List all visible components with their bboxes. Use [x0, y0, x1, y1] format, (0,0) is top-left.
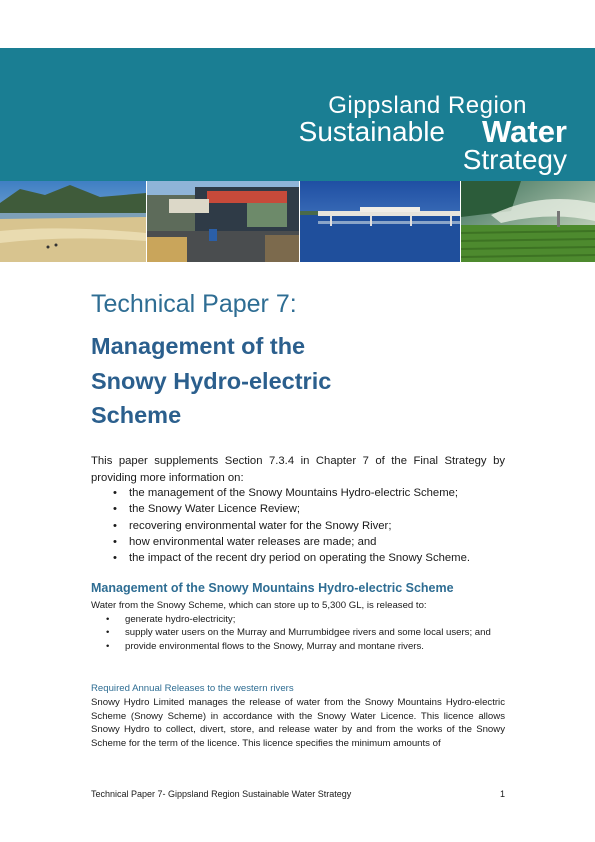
intro-bullet-list: [91, 485, 505, 566]
paper-subtitle: [91, 329, 391, 433]
logo-line-water: Water: [482, 114, 567, 149]
subtitle-line: Management of the: [91, 333, 306, 359]
photo-town-street: [147, 181, 299, 262]
intro-paragraph: This paper supplements Section 7.3.4 in Chapter 7 of the Final Strategy by providing more information on:: [91, 455, 505, 484]
list-item: • the Snowy Water Licence Review;: [91, 501, 505, 517]
list-item: • supply water users on the Murray and Murrumbidgee rivers and some local users; and: [91, 626, 505, 639]
footer-text: Technical Paper 7- Gippsland Region Sustainable Water Strategy: [91, 789, 352, 799]
list-item: • the impact of the recent dry period on operating the Snowy Scheme.: [91, 550, 505, 566]
subsection-heading: Required Annual Releases to the western rivers: [91, 683, 294, 694]
photo-beach: [0, 181, 146, 262]
photo-jetty: [300, 181, 460, 262]
paper-title: Technical Paper 7:: [91, 290, 297, 318]
subtitle-line: Snowy Hydro-electric: [91, 367, 332, 394]
logo-line-region: Gippsland Region: [328, 92, 527, 119]
list-item: • recovering environmental water for the Snowy River;: [91, 518, 505, 534]
list-item: • generate hydro-electricity;: [91, 613, 505, 626]
list-item: • provide environmental flows to the Snowy, Murray and montane rivers.: [91, 640, 505, 653]
photo-irrigation: [461, 181, 595, 262]
list-item: • the management of the Snowy Mountains Hydro-electric Scheme;: [91, 485, 505, 501]
logo-line-strategy: Strategy: [462, 144, 567, 175]
section-lead: Water from the Snowy Scheme, which can store up to 5,300 GL, is released to:: [91, 600, 427, 611]
logo-line-sustainable: Sustainable: [298, 116, 445, 147]
photo-strip: [0, 181, 595, 262]
list-item: • how environmental water releases are made; and: [91, 534, 505, 550]
body-paragraph: Snowy Hydro Limited manages the release of water from the Snowy Mountains Hydro-electric Scheme (Snowy Scheme) in accordance with the Snowy Water Licence. This licence allows Snowy Hydro to collect, divert, store, and release water by and from the works of the Snowy Scheme for the term of the licence. This licence specifies the minimum amounts of: [91, 697, 505, 749]
subtitle-line: Scheme: [91, 402, 182, 428]
section-heading: Management of the Snowy Mountains Hydro-electric Scheme: [91, 581, 454, 595]
page-number: 1: [499, 789, 505, 799]
section-bullet-list: [91, 613, 505, 653]
